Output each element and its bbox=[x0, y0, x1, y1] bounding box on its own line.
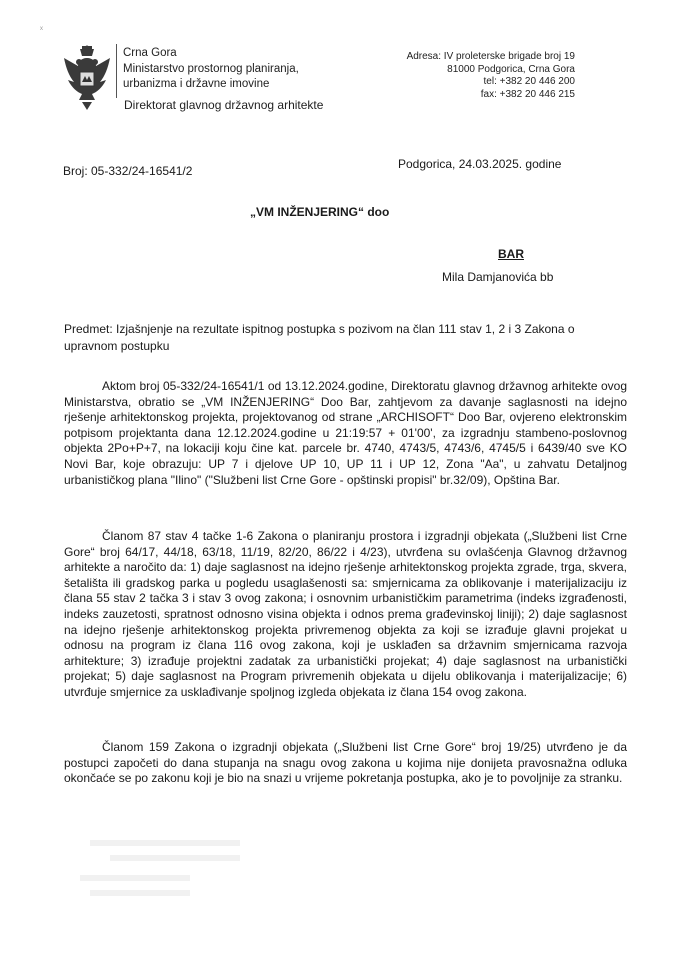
address-block bbox=[407, 51, 575, 101]
recipient-city: BAR bbox=[498, 247, 524, 261]
scan-corner-mark: ˣ bbox=[40, 24, 43, 34]
coat-of-arms-icon bbox=[60, 44, 114, 112]
bleed-through-shadow bbox=[80, 830, 330, 910]
address-tel: tel: +382 20 446 200 bbox=[483, 76, 575, 87]
body-paragraph-1 bbox=[64, 379, 627, 488]
paragraph-text: Članom 159 Zakona o izgradnji objekata („Službeni list Crne Gore“ broj 19/25) utvrđeno je da postupci započeti do dana stupanja na snagu ovog zakona u kojima nije donijeta pravosnažna odluka okončaće se po zakonu koji je bio na snazi u vrijeme pokretanja postupka, ako je to povoljnije za stranku. bbox=[64, 740, 627, 786]
address-street: Adresa: IV proleterske brigade broj 19 bbox=[406, 51, 575, 62]
reference-number: Broj: 05-332/24-16541/2 bbox=[63, 164, 193, 178]
subject-line: Predmet: Izjašnjenje na rezultate ispitnog postupka s pozivom na član 111 stav 1, 2 i 3 Zakona o upravnom postupku bbox=[64, 322, 575, 353]
ministry-block bbox=[123, 46, 299, 92]
body-paragraph-3 bbox=[64, 740, 627, 787]
country-name: Crna Gora bbox=[123, 47, 177, 59]
address-fax: fax: +382 20 446 215 bbox=[480, 88, 575, 100]
header-divider bbox=[116, 44, 117, 98]
recipient-name: „VM INŽENJERING“ doo bbox=[250, 205, 390, 219]
paragraph-text: Aktom broj 05-332/24-16541/1 od 13.12.2024.godine, Direktoratu glavnog državnog arhitekte ovog Ministarstva, obratio se „VM INŽENJERING“ Doo Bar, zahtjevom za davanje saglasnosti na idejno rješenje arhitektonskog projekta, projektovanog od strane „ARCHISOFT“ Doo Bar, ovjereno elektronskim potpisom projektanta dana 12.12.2024.godine u 21:19:57 + 01'00', za izgradnju stambeno-poslovnog objekta 2Po+P+7, na lokaciji koju čine kat. parcele br. 4740, 4743/5, 4743/6, 4745/5 i 6439/40 sve KO Novi Bar, koje obrazuju: UP 7 i djelove UP 10, UP 11 i UP 12, Zona "Aa", u zahvatu Detaljnog urbanističkog plana "Ilino" ("Službeni list Crne Gore - opštinski propisi" br.32/09), Opština Bar. bbox=[64, 379, 627, 487]
directorate-name: Direktorat glavnog državnog arhitekte bbox=[124, 98, 324, 112]
recipient-street: Mila Damjanovića bb bbox=[442, 270, 554, 284]
ministry-name-line2: urbanizma i državne imovine bbox=[123, 78, 270, 90]
address-city: 81000 Podgorica, Crna Gora bbox=[447, 63, 575, 75]
paragraph-text: Članom 87 stav 4 tačke 1-6 Zakona o planiranju prostora i izgradnji objekata („Službeni list Crne Gore“ broj 64/17, 44/18, 63/18, 11/19, 82/20, 86/22 i 4/23), utvrđena su ovlašćenja Glavnog državnog arhitekte a naročito da: 1) daje saglasnost na idejno rješenje arhitektonskog projekta zgrade, trga, skvera, šetališta ili gradskog parka u pogledu usaglašenosti sa: smjernicama za oblikovanje i materijalizaciju iz člana 55 stav 2 tačka 3 i stav 3 ovog zakona; i osnovnim urbanističkim parametrima (indeks izgrađenosti, indeks zauzetosti, spratnost odnosno visina objekta i odnos prema građevinskoj liniji); 2) daje saglasnost na idejno rješenje arhitektonskog projekta privremenog objekta za koji se izrađuje glavni projekat u odnosu na program iz člana 116 ovog zakona, koji je usklađen sa državnim smjernicama razvoja arhitekture; 3) izrađuje projektni zadatak za urbanistički projekat; 4) daje saglasnost na urbanistički projekat; 5) daje saglasnost na Program privremenih objekata u dijelu oblikovanja i materijalizacije; 6) utvrđuje smjernice za usklađivanje spoljnog izgleda objekata iz člana 154 ovog zakona. bbox=[64, 529, 627, 699]
body-paragraph-2 bbox=[64, 529, 627, 701]
place-date: Podgorica, 24.03.2025. godine bbox=[398, 157, 562, 171]
ministry-name-line1: Ministarstvo prostornog planiranja, bbox=[123, 63, 299, 75]
